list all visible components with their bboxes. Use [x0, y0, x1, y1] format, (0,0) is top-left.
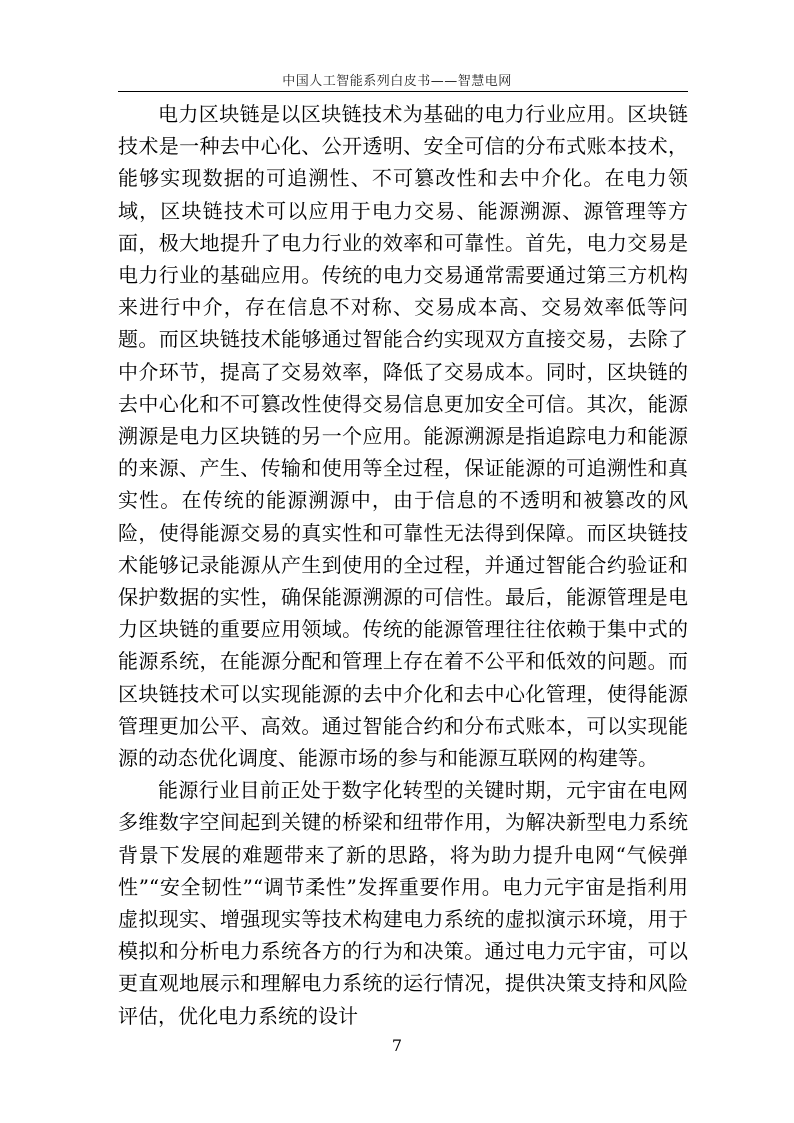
header-divider	[118, 91, 688, 92]
paragraph-blockchain: 电力区块链是以区块链技术为基础的电力行业应用。区块链技术是一种去中心化、公开透明、安全可信的分布式账本技术，能够实现数据的可追溯性、不可篡改性和去中介化。在电力领域，区块链技术可以应用于电力交易、能源溯源、源管理等方面，极大地提升了电力行业的效率和可靠性。首先，电力交易是电力行业的基础应用。传统的电力交易通常需要通过第三方机构来进行中介，存在信息不对称、交易成本高、交易效率低等问题。而区块链技术能够通过智能合约实现双方直接交易，去除了中介环节，提高了交易效率，降低了交易成本。同时，区块链的去中心化和不可篡改性使得交易信息更加安全可信。其次，能源溯源是电力区块链的另一个应用。能源溯源是指追踪电力和能源的来源、产生、传输和使用等全过程，保证能源的可追溯性和真实性。在传统的能源溯源中，由于信息的不透明和被篡改的风险，使得能源交易的真实性和可靠性无法得到保障。而区块链技术能够记录能源从产生到使用的全过程，并通过智能合约验证和保护数据的实性，确保能源溯源的可信性。最后，能源管理是电力区块链的重要应用领域。传统的能源管理往往依赖于集中式的能源系统，在能源分配和管理上存在着不公平和低效的问题。而区块链技术可以实现能源的去中介化和去中心化管理，使得能源管理更加公平、高效。通过智能合约和分布式账本，可以实现能源的动态优化调度、能源市场的参与和能源互联网的构建等。	[118, 102, 688, 771]
page-number: 7	[391, 1036, 403, 1055]
body-text	[118, 98, 688, 1032]
paragraph-metaverse: 能源行业目前正处于数字化转型的关键时期，元宇宙在电网多维数字空间起到关键的桥梁和纽带作用，为解决新型电力系统背景下发展的难题带来了新的思路，将为助力提升电网“气候弹性”“安全韧性”“调节柔性”发挥重要作用。电力元宇宙是指利用虚拟现实、增强现实等技术构建电力系统的虚拟演示环境，用于模拟和分析电力系统各方的行为和决策。通过电力元宇宙，可以更直观地展示和理解电力系统的运行情况，提供决策支持和风险评估，优化电力系统的设计	[118, 778, 688, 1028]
running-header: 中国人工智能系列白皮书——智慧电网	[282, 74, 512, 89]
